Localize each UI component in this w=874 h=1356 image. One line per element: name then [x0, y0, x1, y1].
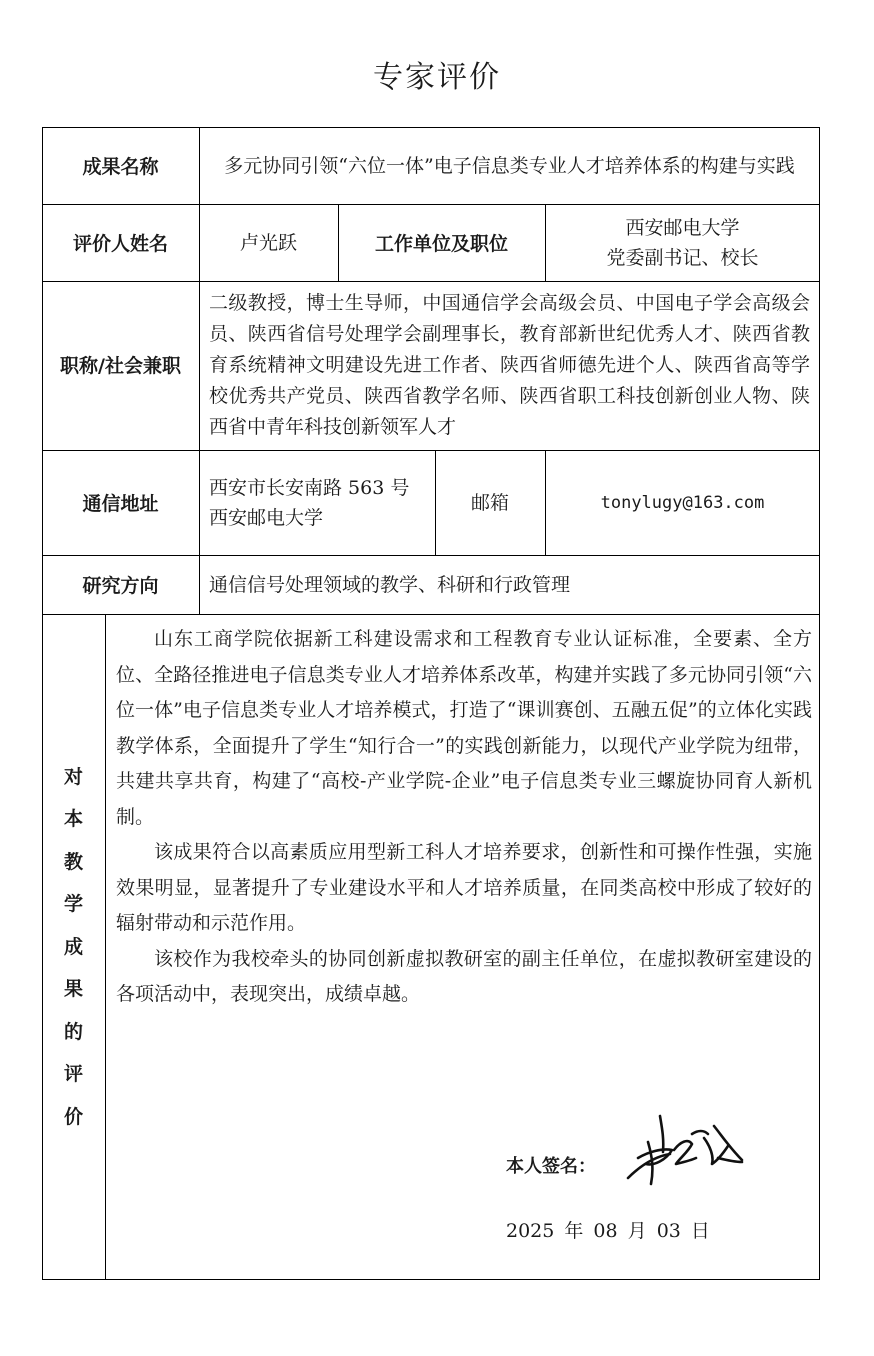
evaluator-name: 卢光跃 — [239, 231, 297, 254]
research-label: 研究方向 — [82, 575, 159, 597]
address-line: 西安市长安南路 563 号 — [209, 476, 410, 499]
address-label: 通信地址 — [82, 493, 159, 515]
unit-value — [545, 204, 820, 281]
evaluation-label — [42, 614, 105, 1280]
evaluation-label-char: 果 — [63, 978, 83, 1001]
email-label: 邮箱 — [470, 491, 509, 514]
evaluation-label-char: 本 — [63, 808, 83, 831]
address-line: 西安邮电大学 — [209, 506, 324, 529]
evaluation-paragraph: 山东工商学院依据新工科建设需求和工程教育专业认证标准，全要素、全方位、全路径推进电子信息类专业人才培养体系改革，构建并实践了多元协同引领“六位一体”电子信息类专业人才培养模式，打造了“课训赛创、五融五促”的立体化实践教学体系，全面提升了学生“知行合一”的实践创新能力，以现代产业学院为纽带，共建共享共育，构建了“高校-产业学院-企业”电子信息类专业三螺旋协同育人新机制。 — [116, 628, 812, 828]
evaluation-label-char: 学 — [63, 893, 83, 916]
evaluation-label-char: 评 — [63, 1063, 83, 1086]
achievement-label: 成果名称 — [82, 156, 159, 178]
evaluation-label-char: 价 — [63, 1105, 83, 1128]
signature-image — [618, 1108, 748, 1188]
evaluation-label-char: 教 — [63, 850, 83, 873]
evaluation-paragraph: 该成果符合以高素质应用型新工科人才培养要求，创新性和可操作性强，实施效果明显，显著提升了专业建设水平和人才培养质量，在同类高校中形成了较好的辐射带动和示范作用。 — [116, 841, 812, 934]
evaluation-label-char: 对 — [63, 765, 83, 788]
email-value: tonylugy@163.com — [600, 492, 765, 513]
page-title: 专家评价 — [373, 60, 501, 95]
evaluation-label-char: 成 — [63, 935, 83, 958]
title-label: 职称/社会兼职 — [60, 354, 181, 377]
unit-label: 工作单位及职位 — [374, 233, 508, 255]
achievement-value: 多元协同引领“六位一体”电子信息类专业人才培养体系的构建与实践 — [224, 154, 795, 177]
column-divider — [105, 614, 106, 1280]
row-divider — [42, 614, 820, 615]
evaluation-text — [116, 622, 812, 1013]
signature-date: 2025 年 08 月 03 日 — [506, 1220, 710, 1242]
signature-label: 本人签名： — [506, 1156, 596, 1177]
unit-line: 党委副书记、校长 — [606, 246, 759, 269]
evaluator-label: 评价人姓名 — [72, 233, 168, 255]
unit-line: 西安邮电大学 — [625, 216, 740, 239]
evaluation-paragraph: 该校作为我校牵头的协同创新虚拟教研室的副主任单位，在虚拟教研室建设的各项活动中，表现突出，成绩卓越。 — [116, 947, 812, 1005]
research-value: 通信信号处理领域的教学、科研和行政管理 — [209, 573, 571, 596]
address-value — [199, 450, 435, 555]
evaluation-label-char: 的 — [63, 1020, 83, 1043]
title-value: 二级教授，博士生导师，中国通信学会高级会员、中国电子学会高级会员、陕西省信号处理学会副理事长，教育部新世纪优秀人才、陕西省教育系统精神文明建设先进工作者、陕西省师德先进个人、陕西省高等学校优秀共产党员、陕西省教学名师、陕西省职工科技创新创业人物、陕西省中青年科技创新领军人才 — [209, 292, 810, 438]
